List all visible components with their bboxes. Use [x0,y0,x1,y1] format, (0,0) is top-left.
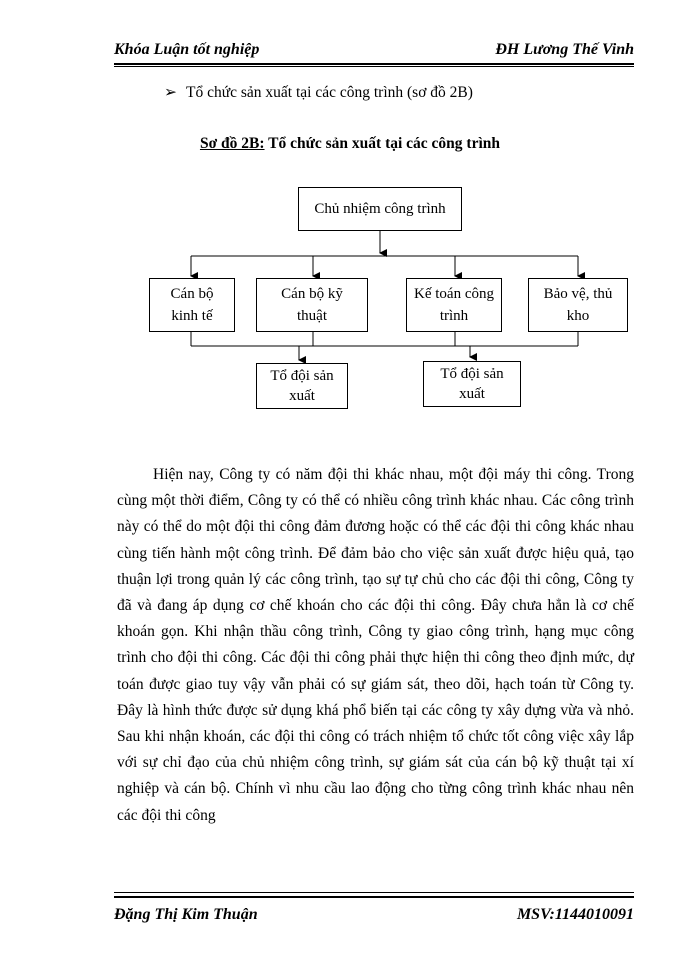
box-to-doi-2 [423,361,521,407]
page-footer [114,906,634,924]
box-ke-toan [406,278,502,332]
diagram-title-prefix: Sơ đồ 2B: [199,135,265,152]
bullet-text: Tổ chức sản xuất tại các công trình (sơ đồ 2B) [186,84,473,101]
footer-rule-thin [114,892,634,893]
box-can-bo-kinh-te [149,278,235,332]
box-chu-nhiem [298,187,462,231]
body-paragraph: Hiện nay, Công ty có năm đội thi khác nhau, một đội máy thi công. Trong cùng một thời điểm, Công ty có thể có nhiều công trình khác nhau. Các công trình này có thể do một đội thi công đảm đương hoặc có thể các đội thi công khác nhau cùng tiến hành một công trình. Để đảm bảo cho việc sản xuất được hiệu quả, tạo thuận lợi trong quản lý các công trình, tạo sự tự chủ cho các đội thi công, Công ty đã và đang áp dụng cơ chế khoán cho các đội thi công. Đây chưa hẳn là cơ chế khoán gọn. Khi nhận thầu công trình, Công ty giao công trình, hạng mục công trình cho đội thi công. Các đội thi công phải thực hiện thi công theo định mức, dự toán được giao tuy vậy vẫn phải có sự giám sát, theo dõi, hạch toán từ Công ty. Đây là hình thức được sử dụng khá phổ biến tại các công ty xây dựng vừa và nhỏ. Sau khi nhận khoán, các đội thi công có trách nhiệm tổ chức tốt công việc xây lắp với sự chỉ đạo của chủ nhiệm công trình, sự giám sát của cán bộ kỹ thuật tại xí nghiệp và cán bộ. Chính vì nhu cầu lao động cho từng công trình khác nhau nên các đội thi công [117,466,634,824]
arrow-bullet-icon: ➢ [164,84,177,101]
box-can-bo-kinh-te-label: Cán bộ kinh tế [170,286,214,324]
box-to-doi-1-label: Tổ đội sản xuất [270,368,334,404]
box-to-doi-1 [256,363,348,409]
box-bao-ve-label: Bảo vệ, thủ kho [543,286,613,324]
box-can-bo-ky-thuat [256,278,368,332]
footer-right: MSV:1144010091 [516,906,634,923]
box-to-doi-2-label: Tổ đội sản xuất [440,366,504,402]
box-chu-nhiem-label: Chủ nhiệm công trình [314,201,446,217]
header-right: ĐH Lương Thế Vinh [495,41,634,58]
diagram-title-rest: Tổ chức sản xuất tại các công trình [264,135,501,152]
footer-left: Đặng Thị Kim Thuận [114,906,258,923]
box-ke-toan-label: Kế toán công trình [414,286,494,324]
header-left: Khóa Luận tốt nghiệp [114,41,260,58]
box-can-bo-ky-thuat-label: Cán bộ kỹ thuật [281,286,343,324]
box-bao-ve [528,278,628,332]
footer-rule [114,896,634,898]
